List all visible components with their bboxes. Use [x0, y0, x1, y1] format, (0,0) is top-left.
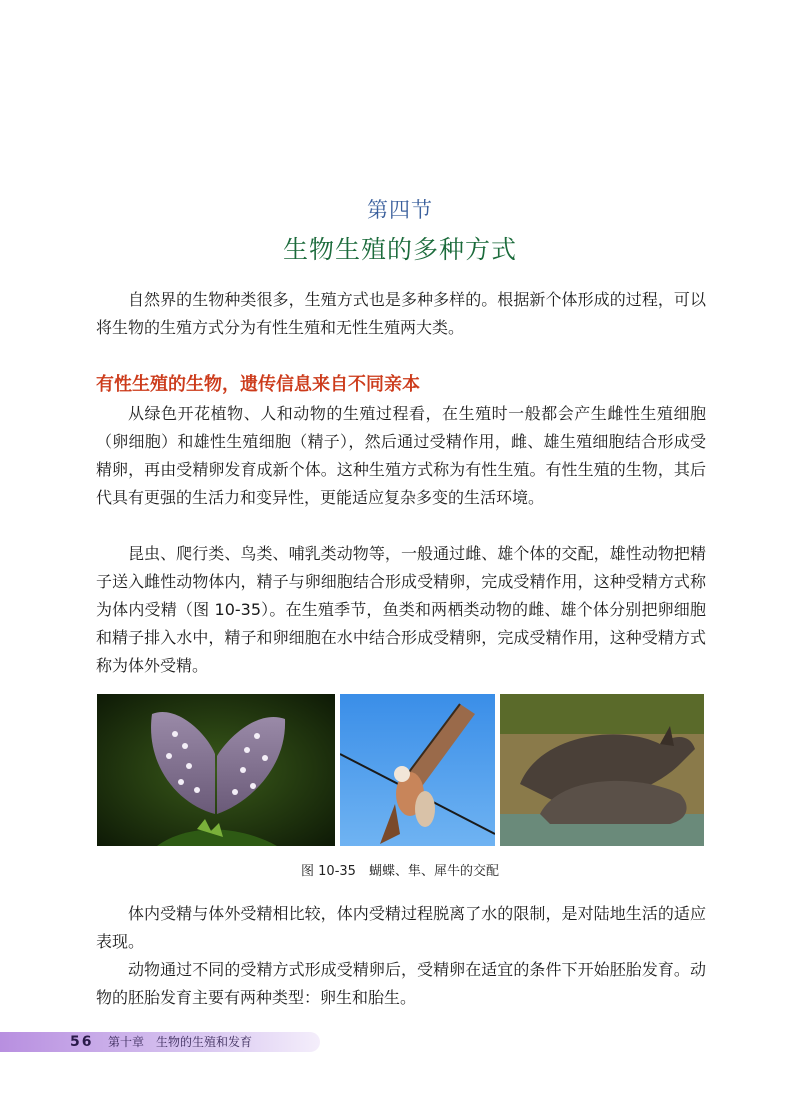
page-footer	[0, 1032, 320, 1052]
paragraph-4: 动物通过不同的受精方式形成受精卵后，受精卵在适宜的条件下开始胚胎发育。动物的胚胎发育主要有两种类型：卵生和胎生。	[96, 960, 706, 1007]
chapter-title: 第十章 生物的生殖和发育	[108, 1035, 253, 1049]
section-number: 第四节	[367, 198, 433, 222]
section-title: 生物生殖的多种方式	[282, 235, 517, 264]
intro-paragraph: 自然界的生物种类很多，生殖方式也是多种多样的。根据新个体形成的过程，可以将生物的生殖方式分为有性生殖和无性生殖两大类。	[96, 290, 706, 337]
rhinos-photo	[500, 694, 704, 846]
butterflies-photo	[97, 694, 335, 846]
paragraph-1: 从绿色开花植物、人和动物的生殖过程看，在生殖时一般都会产生雌性生殖细胞（卵细胞）和雄性生殖细胞（精子），然后通过受精作用，雌、雄生殖细胞结合形成受精卵，再由受精卵发育成新个体。这种生殖方式称为有性生殖。有性生殖的生物，其后代具有更强的生活力和变异性，更能适应复杂多变的生活环境。	[96, 404, 706, 507]
page-number: 56	[70, 1034, 94, 1050]
paragraph-3: 体内受精与体外受精相比较，体内受精过程脱离了水的限制，是对陆地生活的适应表现。	[96, 904, 706, 951]
paragraph-2: 昆虫、爬行类、鸟类、哺乳类动物等，一般通过雌、雄个体的交配，雄性动物把精子送入雌性动物体内，精子与卵细胞结合形成受精卵，完成受精作用，这种受精方式称为体内受精（图 10-35）。在生殖季节，鱼类和两栖类动物的雌、雄个体分别把卵细胞和精子排入水中，精子和卵细胞在水中结合形成受精卵，完成受精作用，这种受精方式称为体外受精。	[96, 544, 706, 675]
figure-caption: 图 10-35 蝴蝶、隼、犀牛的交配	[301, 864, 499, 879]
falcons-photo	[340, 694, 495, 846]
subheading: 有性生殖的生物，遗传信息来自不同亲本	[96, 374, 420, 395]
figure-photos	[97, 694, 704, 846]
